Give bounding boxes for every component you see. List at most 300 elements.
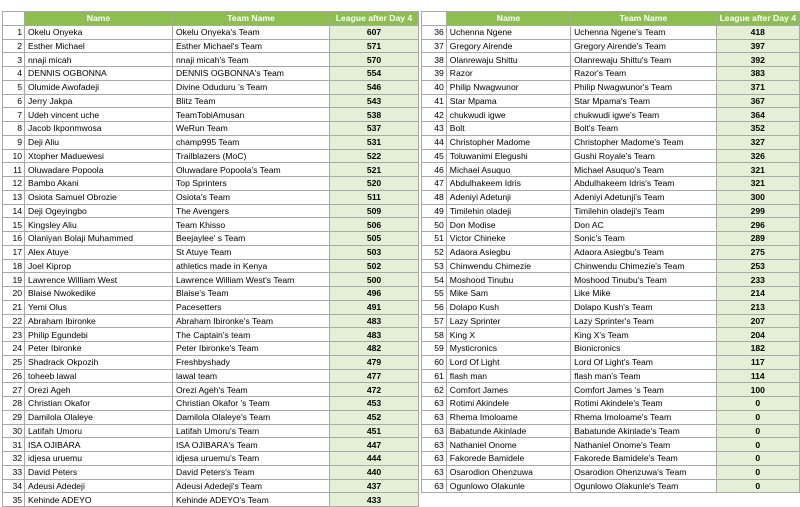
rank-cell: 12 bbox=[3, 177, 25, 191]
name-cell: Latifah Umoru bbox=[25, 424, 173, 438]
score-cell: 479 bbox=[330, 355, 419, 369]
score-cell: 607 bbox=[330, 25, 419, 39]
name-cell: Kehinde ADEYO bbox=[25, 493, 173, 507]
score-cell: 367 bbox=[716, 94, 799, 108]
table-row bbox=[422, 204, 800, 218]
rank-cell: 13 bbox=[3, 190, 25, 204]
team-name-cell: nnaji micah's Team bbox=[173, 53, 330, 67]
name-cell: flash man bbox=[446, 369, 570, 383]
table-row bbox=[422, 190, 800, 204]
score-cell: 531 bbox=[330, 135, 419, 149]
table-row bbox=[3, 94, 419, 108]
name-cell: Deji Ogeyingbo bbox=[25, 204, 173, 218]
table-row bbox=[3, 465, 419, 479]
team-name-cell: Team Khisso bbox=[173, 218, 330, 232]
name-cell: Xtopher Maduewesi bbox=[25, 149, 173, 163]
name-cell: Esther Michael bbox=[25, 39, 173, 53]
team-name-cell: David Peters's Team bbox=[173, 465, 330, 479]
score-cell: 444 bbox=[330, 452, 419, 466]
name-cell: Gregory Airende bbox=[446, 39, 570, 53]
team-name-cell: Comfort James 's Team bbox=[571, 383, 716, 397]
table-row bbox=[3, 67, 419, 81]
name-cell: Adaora Asiegbu bbox=[446, 245, 570, 259]
team-name-cell: Lazy Sprinter's Team bbox=[571, 314, 716, 328]
table-row bbox=[3, 300, 419, 314]
table-row bbox=[3, 314, 419, 328]
score-cell: 117 bbox=[716, 355, 799, 369]
team-name-cell: Osarodion Ohenzuwa's Team bbox=[571, 465, 716, 479]
score-cell: 509 bbox=[330, 204, 419, 218]
rank-cell: 63 bbox=[422, 410, 447, 424]
name-cell: Moshood Tinubu bbox=[446, 273, 570, 287]
score-cell: 500 bbox=[330, 273, 419, 287]
table-row bbox=[3, 369, 419, 383]
rank-cell: 4 bbox=[3, 67, 25, 81]
rank-cell: 57 bbox=[422, 314, 447, 328]
rank-cell: 51 bbox=[422, 232, 447, 246]
table-row bbox=[3, 108, 419, 122]
name-cell: nnaji micah bbox=[25, 53, 173, 67]
name-cell: Abraham Ibironke bbox=[25, 314, 173, 328]
name-cell: Kingsley Aliu bbox=[25, 218, 173, 232]
team-name-cell: Okelu Onyeka's Team bbox=[173, 25, 330, 39]
score-cell: 503 bbox=[330, 245, 419, 259]
rank-cell: 54 bbox=[422, 273, 447, 287]
team-name-cell: The Captain's team bbox=[173, 328, 330, 342]
rank-cell: 26 bbox=[3, 369, 25, 383]
rank-cell: 36 bbox=[422, 25, 447, 39]
team-name-cell: Uchenna Ngene's Team bbox=[571, 25, 716, 39]
name-cell: Chinwendu Chimezie bbox=[446, 259, 570, 273]
league-score-header: League after Day 4 bbox=[716, 12, 799, 26]
rank-cell: 18 bbox=[3, 259, 25, 273]
name-cell: Babatunde Akinlade bbox=[446, 424, 570, 438]
team-name-cell: DENNIS OGBONNA's Team bbox=[173, 67, 330, 81]
rank-cell: 5 bbox=[3, 80, 25, 94]
table-row bbox=[3, 218, 419, 232]
score-cell: 433 bbox=[330, 493, 419, 507]
score-cell: 397 bbox=[716, 39, 799, 53]
team-name-cell: TeamTobiAmusan bbox=[173, 108, 330, 122]
header-row bbox=[3, 12, 419, 26]
score-cell: 0 bbox=[716, 438, 799, 452]
team-name-cell: Sonic's Team bbox=[571, 232, 716, 246]
rank-cell: 16 bbox=[3, 232, 25, 246]
table-row bbox=[422, 424, 800, 438]
table-row bbox=[422, 122, 800, 136]
rank-cell: 7 bbox=[3, 108, 25, 122]
score-cell: 520 bbox=[330, 177, 419, 191]
team-name-cell: Ogunlowo Olakunle's Team bbox=[571, 479, 716, 493]
rank-cell: 61 bbox=[422, 369, 447, 383]
team-name-cell: Bionicronics bbox=[571, 342, 716, 356]
team-name-cell: Olanrewaju Shittu's Team bbox=[571, 53, 716, 67]
rank-cell: 1 bbox=[3, 25, 25, 39]
league-score-header: League after Day 4 bbox=[330, 12, 419, 26]
rank-cell: 42 bbox=[422, 108, 447, 122]
table-row bbox=[422, 397, 800, 411]
table-row bbox=[422, 149, 800, 163]
rank-cell: 9 bbox=[3, 135, 25, 149]
table-row bbox=[422, 465, 800, 479]
rank-cell: 41 bbox=[422, 94, 447, 108]
rank-cell: 52 bbox=[422, 245, 447, 259]
name-cell: Osiota Samuel Obrozie bbox=[25, 190, 173, 204]
score-cell: 537 bbox=[330, 122, 419, 136]
table-row bbox=[3, 424, 419, 438]
table-row bbox=[422, 39, 800, 53]
team-name-cell: Gregory Airende's Team bbox=[571, 39, 716, 53]
name-cell: Bambo Akani bbox=[25, 177, 173, 191]
team-name-cell: Abdulhakeem Idris's Team bbox=[571, 177, 716, 191]
team-name-cell: Blitz Team bbox=[173, 94, 330, 108]
rank-cell: 45 bbox=[422, 149, 447, 163]
rank-cell: 11 bbox=[3, 163, 25, 177]
rank-cell: 43 bbox=[422, 122, 447, 136]
team-name-cell: The Avengers bbox=[173, 204, 330, 218]
right-standings-table bbox=[421, 11, 800, 493]
rank-cell: 22 bbox=[3, 314, 25, 328]
team-name-cell: Freshbyshady bbox=[173, 355, 330, 369]
table-row bbox=[422, 369, 800, 383]
name-cell: toheeb lawal bbox=[25, 369, 173, 383]
table-row bbox=[3, 328, 419, 342]
table-row bbox=[422, 314, 800, 328]
table-row bbox=[3, 452, 419, 466]
score-cell: 182 bbox=[716, 342, 799, 356]
team-name-cell: Adeusi Adedeji's Team bbox=[173, 479, 330, 493]
table-row bbox=[422, 287, 800, 301]
team-name-cell: chukwudi igwe's Team bbox=[571, 108, 716, 122]
rank-cell: 32 bbox=[3, 452, 25, 466]
team-name-cell: Esther Michael's Team bbox=[173, 39, 330, 53]
rank-cell: 46 bbox=[422, 163, 447, 177]
name-cell: Okelu Onyeka bbox=[25, 25, 173, 39]
team-name-cell: Christopher Madome's Team bbox=[571, 135, 716, 149]
score-cell: 321 bbox=[716, 177, 799, 191]
score-cell: 296 bbox=[716, 218, 799, 232]
name-cell: Rotimi Akindele bbox=[446, 397, 570, 411]
score-cell: 452 bbox=[330, 410, 419, 424]
rank-cell: 6 bbox=[3, 94, 25, 108]
team-name-cell: Chinwendu Chimezie's Team bbox=[571, 259, 716, 273]
name-cell: Alex Atuye bbox=[25, 245, 173, 259]
team-name-cell: flash man's Team bbox=[571, 369, 716, 383]
score-cell: 327 bbox=[716, 135, 799, 149]
rank-cell: 20 bbox=[3, 287, 25, 301]
team-name-cell: Bolt's Team bbox=[571, 122, 716, 136]
table-row bbox=[422, 410, 800, 424]
name-cell: Don Modise bbox=[446, 218, 570, 232]
table-row bbox=[422, 452, 800, 466]
name-cell: Comfort James bbox=[446, 383, 570, 397]
table-row bbox=[3, 190, 419, 204]
team-name-cell: Timilehin oladeji's Team bbox=[571, 204, 716, 218]
team-name-cell: athletics made in Kenya bbox=[173, 259, 330, 273]
table-row bbox=[3, 383, 419, 397]
name-cell: Lazy Sprinter bbox=[446, 314, 570, 328]
score-cell: 418 bbox=[716, 25, 799, 39]
score-cell: 321 bbox=[716, 163, 799, 177]
rank-cell: 34 bbox=[3, 479, 25, 493]
name-cell: Rhema Imoloame bbox=[446, 410, 570, 424]
rank-cell: 21 bbox=[3, 300, 25, 314]
table-row bbox=[422, 328, 800, 342]
team-name-cell: Pacesetters bbox=[173, 300, 330, 314]
name-cell: ISA OJIBARA bbox=[25, 438, 173, 452]
table-row bbox=[3, 149, 419, 163]
score-cell: 496 bbox=[330, 287, 419, 301]
table-row bbox=[422, 438, 800, 452]
name-cell: Adeusi Adedeji bbox=[25, 479, 173, 493]
name-cell: Mysticronics bbox=[446, 342, 570, 356]
rank-cell: 60 bbox=[422, 355, 447, 369]
rank-cell: 58 bbox=[422, 328, 447, 342]
team-name-cell: Latifah Umoru's Team bbox=[173, 424, 330, 438]
table-row bbox=[3, 245, 419, 259]
table-row bbox=[3, 204, 419, 218]
team-name-cell: Babatunde Akinlade's Team bbox=[571, 424, 716, 438]
name-cell: Shadrack Okpozih bbox=[25, 355, 173, 369]
team-name-cell: Moshood Tinubu's Team bbox=[571, 273, 716, 287]
score-cell: 447 bbox=[330, 438, 419, 452]
name-cell: Fakorede Bamidele bbox=[446, 452, 570, 466]
team-name-cell: Don AC bbox=[571, 218, 716, 232]
team-name-cell: Philip Nwagwunor's Team bbox=[571, 80, 716, 94]
name-cell: Udeh vincent uche bbox=[25, 108, 173, 122]
rank-cell: 39 bbox=[422, 67, 447, 81]
table-row bbox=[422, 273, 800, 287]
score-cell: 440 bbox=[330, 465, 419, 479]
name-cell: Philip Nwagwunor bbox=[446, 80, 570, 94]
team-name-cell: Adeniyi Adetunji's Team bbox=[571, 190, 716, 204]
score-cell: 383 bbox=[716, 67, 799, 81]
score-cell: 0 bbox=[716, 410, 799, 424]
rank-cell: 29 bbox=[3, 410, 25, 424]
rank-cell: 14 bbox=[3, 204, 25, 218]
rank-cell: 8 bbox=[3, 122, 25, 136]
table-row bbox=[3, 493, 419, 507]
score-cell: 364 bbox=[716, 108, 799, 122]
table-row bbox=[3, 232, 419, 246]
score-cell: 253 bbox=[716, 259, 799, 273]
score-cell: 522 bbox=[330, 149, 419, 163]
rank-cell: 15 bbox=[3, 218, 25, 232]
team-name-cell: Adaora Asiegbu's Team bbox=[571, 245, 716, 259]
name-cell: Nathaniel Onome bbox=[446, 438, 570, 452]
score-cell: 483 bbox=[330, 328, 419, 342]
name-cell: Mike Sam bbox=[446, 287, 570, 301]
team-name-cell: Orezi Ageh's Team bbox=[173, 383, 330, 397]
rank-cell: 3 bbox=[3, 53, 25, 67]
rank-cell: 25 bbox=[3, 355, 25, 369]
table-row bbox=[422, 67, 800, 81]
name-cell: Osarodion Ohenzuwa bbox=[446, 465, 570, 479]
team-name-cell: Fakorede Bamidele's Team bbox=[571, 452, 716, 466]
rank-cell: 49 bbox=[422, 204, 447, 218]
team-name-cell: Top Sprinters bbox=[173, 177, 330, 191]
score-cell: 392 bbox=[716, 53, 799, 67]
team-name-cell: Dolapo Kush's Team bbox=[571, 300, 716, 314]
team-name-cell: St Atuye Team bbox=[173, 245, 330, 259]
name-cell: Damilola Olaleye bbox=[25, 410, 173, 424]
table-row bbox=[422, 259, 800, 273]
score-cell: 275 bbox=[716, 245, 799, 259]
team-name-header: Team Name bbox=[173, 12, 330, 26]
team-name-cell: Blaise's Team bbox=[173, 287, 330, 301]
table-row bbox=[422, 479, 800, 493]
rank-cell: 10 bbox=[3, 149, 25, 163]
rank-cell: 56 bbox=[422, 300, 447, 314]
name-cell: Star Mpama bbox=[446, 94, 570, 108]
table-row bbox=[3, 438, 419, 452]
score-cell: 0 bbox=[716, 465, 799, 479]
name-cell: Yemi Olus bbox=[25, 300, 173, 314]
table-row bbox=[422, 218, 800, 232]
team-name-cell: Trailblazers (MoC) bbox=[173, 149, 330, 163]
score-cell: 0 bbox=[716, 424, 799, 438]
rank-cell: 59 bbox=[422, 342, 447, 356]
table-row bbox=[3, 39, 419, 53]
score-cell: 371 bbox=[716, 80, 799, 94]
team-name-cell: Kehinde ADEYO's Team bbox=[173, 493, 330, 507]
name-cell: Lord Of Light bbox=[446, 355, 570, 369]
rank-cell: 44 bbox=[422, 135, 447, 149]
score-cell: 0 bbox=[716, 452, 799, 466]
score-cell: 300 bbox=[716, 190, 799, 204]
table-row bbox=[3, 410, 419, 424]
table-row bbox=[3, 259, 419, 273]
table-row bbox=[3, 122, 419, 136]
score-cell: 453 bbox=[330, 397, 419, 411]
score-cell: 0 bbox=[716, 479, 799, 493]
score-cell: 511 bbox=[330, 190, 419, 204]
score-cell: 472 bbox=[330, 383, 419, 397]
score-cell: 213 bbox=[716, 300, 799, 314]
score-cell: 326 bbox=[716, 149, 799, 163]
score-cell: 352 bbox=[716, 122, 799, 136]
table-row bbox=[422, 342, 800, 356]
score-cell: 506 bbox=[330, 218, 419, 232]
rank-cell: 17 bbox=[3, 245, 25, 259]
score-cell: 502 bbox=[330, 259, 419, 273]
table-row bbox=[3, 53, 419, 67]
rank-cell: 38 bbox=[422, 53, 447, 67]
rank-cell: 23 bbox=[3, 328, 25, 342]
table-row bbox=[3, 25, 419, 39]
score-cell: 233 bbox=[716, 273, 799, 287]
name-cell: Christian Okafor bbox=[25, 397, 173, 411]
name-cell: Jacob Ikponmwosa bbox=[25, 122, 173, 136]
name-cell: Jerry Jakpa bbox=[25, 94, 173, 108]
team-name-cell: Christian Okafor 's Team bbox=[173, 397, 330, 411]
rank-cell: 63 bbox=[422, 479, 447, 493]
score-cell: 214 bbox=[716, 287, 799, 301]
name-cell: Oluwadare Popoola bbox=[25, 163, 173, 177]
team-name-cell: Like Mike bbox=[571, 287, 716, 301]
team-name-cell: Peter Ibironke's Team bbox=[173, 342, 330, 356]
rank-cell: 2 bbox=[3, 39, 25, 53]
rank-cell: 63 bbox=[422, 397, 447, 411]
team-name-cell: Beejaylee' s Team bbox=[173, 232, 330, 246]
name-cell: chukwudi igwe bbox=[446, 108, 570, 122]
rank-header bbox=[3, 12, 25, 26]
rank-cell: 62 bbox=[422, 383, 447, 397]
rank-cell: 63 bbox=[422, 424, 447, 438]
table-row bbox=[3, 355, 419, 369]
name-cell: Orezi Ageh bbox=[25, 383, 173, 397]
name-cell: Bolt bbox=[446, 122, 570, 136]
score-cell: 204 bbox=[716, 328, 799, 342]
rank-cell: 30 bbox=[3, 424, 25, 438]
name-cell: Lawrence William West bbox=[25, 273, 173, 287]
name-cell: Olaniyan Bolaji Muhammed bbox=[25, 232, 173, 246]
name-cell: Michael Asuquo bbox=[446, 163, 570, 177]
score-cell: 482 bbox=[330, 342, 419, 356]
team-name-cell: idjesa uruemu's Team bbox=[173, 452, 330, 466]
name-header: Name bbox=[446, 12, 570, 26]
score-cell: 100 bbox=[716, 383, 799, 397]
score-cell: 546 bbox=[330, 80, 419, 94]
rank-cell: 37 bbox=[422, 39, 447, 53]
name-cell: Deji Aliu bbox=[25, 135, 173, 149]
table-row bbox=[422, 94, 800, 108]
name-cell: idjesa uruemu bbox=[25, 452, 173, 466]
rank-cell: 35 bbox=[3, 493, 25, 507]
rank-cell: 63 bbox=[422, 438, 447, 452]
score-cell: 543 bbox=[330, 94, 419, 108]
table-row bbox=[422, 245, 800, 259]
name-cell: Blaise Nwokedike bbox=[25, 287, 173, 301]
name-cell: Olumide Awofadeji bbox=[25, 80, 173, 94]
team-name-cell: WeRun Team bbox=[173, 122, 330, 136]
score-cell: 299 bbox=[716, 204, 799, 218]
team-name-cell: Abraham Ibironke's Team bbox=[173, 314, 330, 328]
rank-cell: 47 bbox=[422, 177, 447, 191]
rank-header bbox=[422, 12, 447, 26]
team-name-cell: Razor's Team bbox=[571, 67, 716, 81]
name-cell: Ogunlowo Olakunle bbox=[446, 479, 570, 493]
table-row bbox=[422, 53, 800, 67]
header-row bbox=[422, 12, 800, 26]
team-name-cell: Divine Oduduru 's Team bbox=[173, 80, 330, 94]
table-row bbox=[3, 273, 419, 287]
name-cell: Timilehin oladeji bbox=[446, 204, 570, 218]
score-cell: 538 bbox=[330, 108, 419, 122]
table-row bbox=[3, 163, 419, 177]
name-cell: Dolapo Kush bbox=[446, 300, 570, 314]
team-name-cell: Nathaniel Onome's Team bbox=[571, 438, 716, 452]
name-cell: Adeniyi Adetunji bbox=[446, 190, 570, 204]
team-name-cell: champ995 Team bbox=[173, 135, 330, 149]
score-cell: 554 bbox=[330, 67, 419, 81]
table-row bbox=[3, 397, 419, 411]
score-cell: 477 bbox=[330, 369, 419, 383]
table-row bbox=[422, 108, 800, 122]
team-name-cell: Damilola Olaleye's Team bbox=[173, 410, 330, 424]
score-cell: 0 bbox=[716, 397, 799, 411]
rank-cell: 28 bbox=[3, 397, 25, 411]
team-name-cell: Rhema Imoloame's Team bbox=[571, 410, 716, 424]
table-row bbox=[422, 383, 800, 397]
score-cell: 437 bbox=[330, 479, 419, 493]
rank-cell: 24 bbox=[3, 342, 25, 356]
table-row bbox=[422, 80, 800, 94]
name-cell: Razor bbox=[446, 67, 570, 81]
score-cell: 114 bbox=[716, 369, 799, 383]
name-cell: Toluwanimi Elegushi bbox=[446, 149, 570, 163]
table-row bbox=[3, 80, 419, 94]
